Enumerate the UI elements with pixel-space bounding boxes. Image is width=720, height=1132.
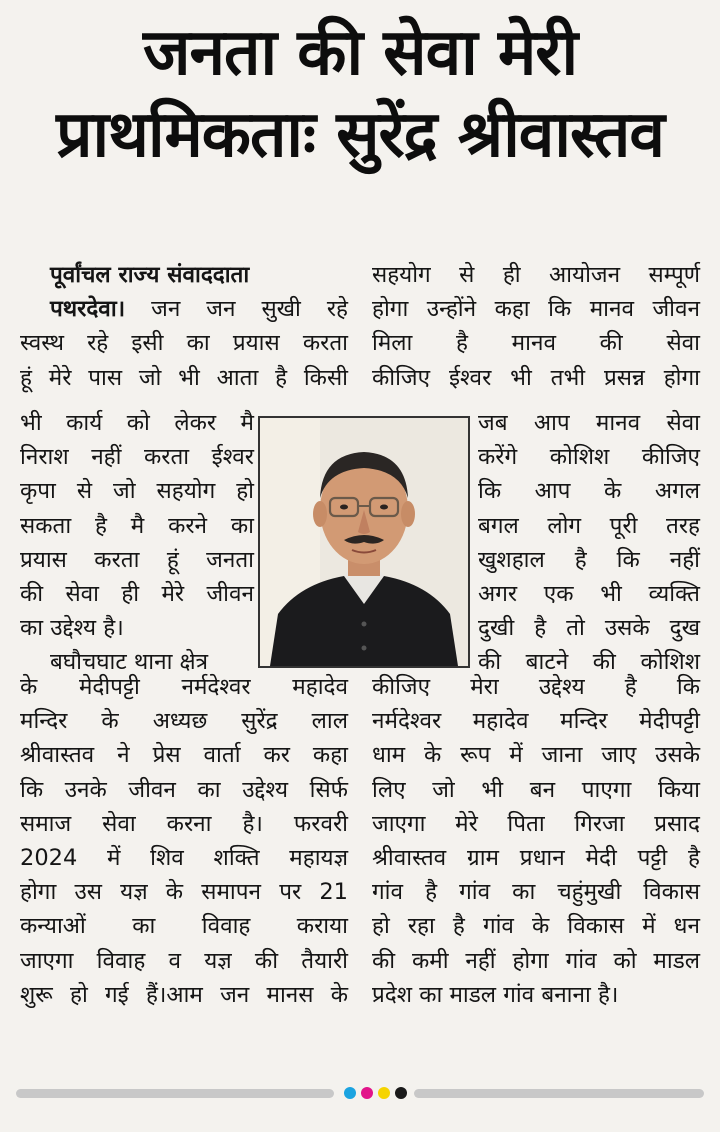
text-line: खुशहाल है कि नहीं xyxy=(478,546,700,573)
text-line: मन्दिर के अध्यछ सुरेंद्र लाल xyxy=(20,708,348,735)
dateline xyxy=(20,292,348,326)
dateline-place: पथरदेवा। xyxy=(50,296,126,323)
text-line: जाएगा विवाह व यज्ञ की तैयारी xyxy=(20,947,348,974)
text-line: प्रदेश का माडल गांव बनाना है। xyxy=(372,981,619,1008)
text-line: समाज सेवा करना है। फरवरी xyxy=(20,810,348,837)
text-line: धाम के रूप में जाना जाए उसके xyxy=(372,742,700,769)
text-line: अगर एक भी व्यक्ति xyxy=(478,581,700,608)
right-column-wrap xyxy=(478,406,700,680)
text-line: श्रीवास्तव ने प्रेस वार्ता कर कहा xyxy=(20,742,348,769)
dateline-text: जन जन सुखी रहे xyxy=(151,296,348,323)
text-line: कन्याओं का विवाह कराया xyxy=(20,913,348,940)
headline-line-1: जनता की सेवा मेरी xyxy=(142,16,578,90)
text-line: कीजिए मेरा उद्देश्य है कि xyxy=(372,674,700,700)
text-line: श्रीवास्तव ग्राम प्रधान मेदी पट्टी है xyxy=(372,845,700,872)
left-column-wrap xyxy=(20,406,254,680)
text-line: कीजिए ईश्वर भी तभी प्रसन्न होगा xyxy=(372,364,700,391)
left-ear xyxy=(313,501,327,527)
text-line: लिए जो भी बन पाएगा किया xyxy=(372,776,700,803)
right-column-bottom xyxy=(372,670,700,1012)
byline: पूर्वांचल राज्य संवाददाता xyxy=(50,262,250,288)
scroll-track-right[interactable] xyxy=(414,1089,704,1098)
right-column-top xyxy=(372,258,700,395)
portrait-illustration xyxy=(260,418,468,666)
page-dot-blue[interactable] xyxy=(344,1087,356,1099)
text-line: दुखी है तो उसके दुख xyxy=(478,615,700,642)
text-line: हूं मेरे पास जो भी आता है किसी xyxy=(20,364,348,391)
text-line: स्वस्थ रहे इसी का प्रयास करता xyxy=(20,330,348,357)
text-line: प्रयास करता हूं जनता xyxy=(20,546,254,573)
text-line: सकता है मै करने का xyxy=(20,512,254,539)
text-line: बघौचघाट थाना क्षेत्र xyxy=(50,649,209,676)
page-dot-magenta[interactable] xyxy=(361,1087,373,1099)
text-line: हो रहा है गांव के विकास में धन xyxy=(372,913,700,940)
left-column-bottom xyxy=(20,670,348,1012)
text-line: होगा उन्होंने कहा कि मानव जीवन xyxy=(372,296,700,323)
article-headline xyxy=(0,12,720,176)
left-column-top xyxy=(20,258,348,395)
text-line: की कमी नहीं होगा गांव को माडल xyxy=(372,947,700,974)
text-line: का उद्देश्य है। xyxy=(20,615,124,642)
left-eye xyxy=(340,505,348,510)
text-line: गांव है गांव का चहुंमुखी विकास xyxy=(372,879,700,906)
text-line: की बाटने की कोशिश xyxy=(478,649,700,676)
text-line: शुरू हो गई हैं।आम जन मानस के xyxy=(20,981,348,1008)
jacket-button xyxy=(362,622,367,627)
text-line: बगल लोग पूरी तरह xyxy=(478,512,700,539)
text-line: की सेवा ही मेरे जीवन xyxy=(20,581,254,608)
page-scrollbar[interactable] xyxy=(16,1086,704,1100)
page-dot-yellow[interactable] xyxy=(378,1087,390,1099)
text-line: नर्मदेश्वर महादेव मन्दिर मेदीपट्टी xyxy=(372,708,700,735)
text-line: कि उनके जीवन का उद्देश्य सिर्फ xyxy=(20,776,348,803)
text-line: निराश नहीं करता ईश्वर xyxy=(20,444,254,471)
page-dot-black[interactable] xyxy=(395,1087,407,1099)
text-line: के मेदीपट्टी नर्मदेश्वर महादेव xyxy=(20,674,348,700)
text-line: जाएगा मेरे पिता गिरजा प्रसाद xyxy=(372,810,700,837)
text-line: कि आप के अगल xyxy=(478,478,700,505)
text-line: जब आप मानव सेवा xyxy=(478,410,700,436)
text-line: भी कार्य को लेकर मै xyxy=(20,410,254,436)
text-line: 2024 में शिव शक्ति महायज्ञ xyxy=(20,845,348,872)
text-line: करेंगे कोशिश कीजिए xyxy=(478,444,700,471)
headline-line-2: प्राथमिकताः सुरेंद्र श्रीवास्तव xyxy=(56,98,664,172)
text-line: होगा उस यज्ञ के समापन पर 21 xyxy=(20,879,348,906)
text-line: मिला है मानव की सेवा xyxy=(372,330,700,357)
text-line: कृपा से जो सहयोग हो xyxy=(20,478,254,505)
text-line: सहयोग से ही आयोजन सम्पूर्ण xyxy=(372,262,700,288)
jacket-button xyxy=(362,646,367,651)
scroll-track-left[interactable] xyxy=(16,1089,334,1098)
right-ear xyxy=(401,501,415,527)
portrait-photo xyxy=(258,416,470,668)
right-eye xyxy=(380,505,388,510)
